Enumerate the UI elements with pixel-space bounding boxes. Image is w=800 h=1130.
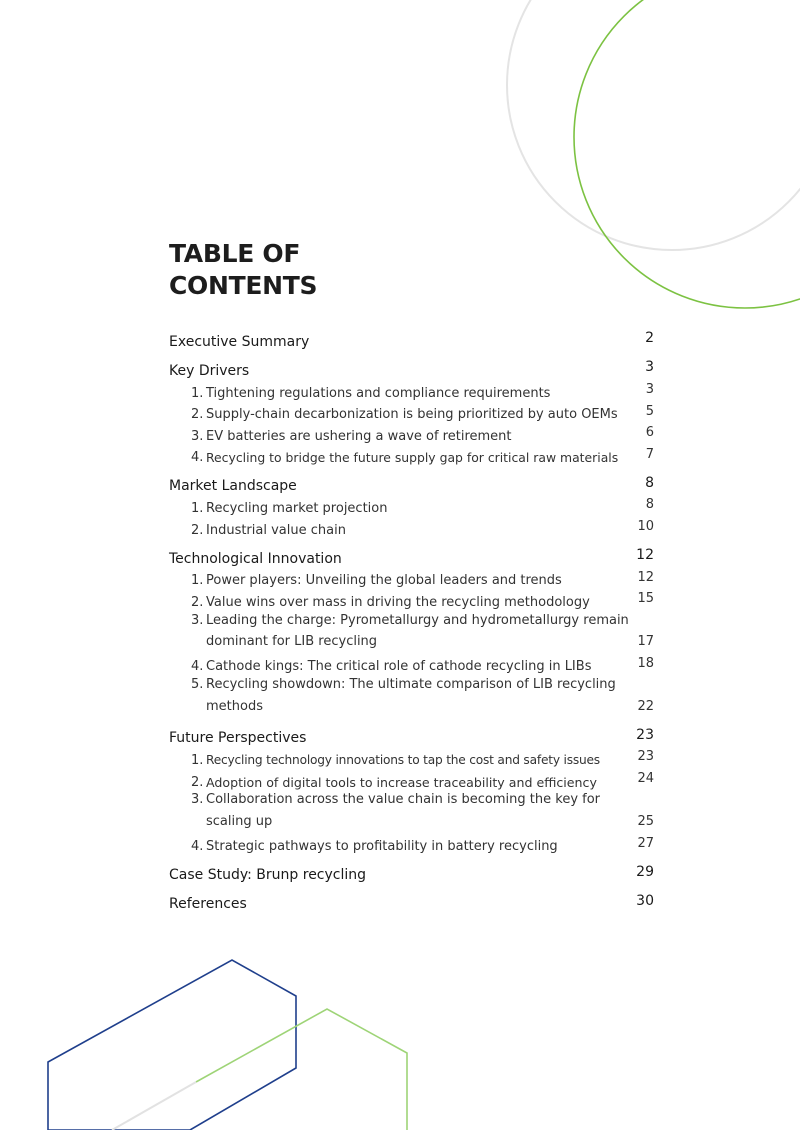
toc-item-label: Supply-chain decarbonization is being prioritized by auto OEMs [206,407,618,423]
toc-item[interactable] [169,379,654,401]
toc-page-number: 3 [645,382,654,397]
toc-section-label: Technological Innovation [169,550,342,567]
page-title [169,238,317,302]
toc-item[interactable] [169,746,654,768]
toc-page-number: 25 [637,813,654,829]
decor-circle-green [574,0,800,308]
toc-item-label: Adoption of digital tools to increase traceability and efficiency [206,774,597,790]
toc-page-number: 2 [645,330,654,347]
toc-section-label: Executive Summary [169,334,310,350]
toc-item-label: Recycling market projection [206,500,388,516]
toc-item-label: Strategic pathways to profitability in battery recycling [206,839,558,855]
toc-page-number: 23 [636,726,654,743]
toc-item-number: 4. [191,659,204,675]
toc-page-number: 24 [637,770,654,786]
toc-item-number: 2. [191,407,204,423]
toc-page-number: 23 [637,749,654,765]
toc-item-label: Recycling technology innovations to tap the cost and safety issues [206,752,600,767]
toc-item[interactable] [169,516,654,538]
toc-page-number: 12 [637,569,654,585]
toc-section-label: Key Drivers [169,363,250,379]
toc-page-number: 10 [637,518,654,534]
title-line-2: CONTENTS [169,271,318,300]
toc-item-number: 2. [191,522,204,538]
toc-section-market-landscape[interactable] [169,472,654,494]
toc-page-number: 30 [636,892,654,909]
toc-item[interactable] [169,401,654,423]
toc-item[interactable] [169,567,654,589]
toc-section-label: Market Landscape [169,478,297,495]
toc-page-number: 18 [637,655,654,671]
toc-item-number: 2. [191,594,204,610]
toc-section-future-perspectives[interactable] [169,724,654,746]
toc-page-number: 27 [637,835,654,851]
toc-item-number: 1. [191,752,204,768]
toc-page-number: 8 [645,497,654,513]
toc-item[interactable] [169,494,654,516]
toc-page-number: 7 [645,446,654,462]
toc-item-label: Cathode kings: The critical role of cathode recycling in LIBs [206,659,592,675]
toc-item-number: 3. [191,428,204,444]
toc-item[interactable] [169,444,654,466]
toc-item-label: Power players: Unveiling the global leaders and trends [206,573,562,589]
toc-item-number: 4. [191,839,204,855]
toc-section-key-drivers[interactable] [169,357,654,379]
toc-item[interactable] [169,588,654,610]
toc-page-number: 17 [637,634,654,650]
toc-item-label: Value wins over mass in driving the recycling methodology [206,594,590,610]
toc-label-separator: : [247,867,252,884]
toc-page-number: 29 [636,863,654,880]
decor-hexagon-navy [48,960,296,1130]
toc-page-number: 15 [637,591,654,607]
toc-page-number: 8 [645,474,654,491]
toc-page-number: 6 [645,425,654,441]
toc-item[interactable] [169,768,654,790]
decor-hexagon-green [196,1009,407,1130]
toc-section-label-secondary: Brunp recycling [256,867,367,884]
toc-item-label: Leading the charge: Pyrometallurgy and hydrometallurgy remain dominant for LIB recycling [206,612,629,650]
toc-item-number: 3. [191,792,204,808]
toc-item-number: 5. [191,677,204,693]
toc-section-references[interactable] [169,890,654,912]
toc-item-label: Collaboration across the value chain is becoming the key for scaling up [206,792,601,829]
toc-item-number: 3. [191,612,204,628]
toc-item-label: Tightening regulations and compliance requirements [206,385,551,401]
toc-section-label: References [169,896,247,913]
title-line-1: TABLE OF [169,239,301,268]
toc-item-number: 4. [191,450,204,466]
toc-item[interactable] [169,422,654,444]
decor-circle-gray [507,0,800,250]
toc-item-label: Industrial value chain [206,522,346,538]
toc-item[interactable] [169,674,654,717]
toc-item-number: 1. [191,385,204,401]
table-of-contents [169,328,654,912]
toc-item-number: 2. [191,774,204,790]
toc-item-number: 1. [191,500,204,516]
toc-section-technological-innovation[interactable] [169,545,654,567]
toc-page-number: 22 [637,698,654,714]
toc-page-number: 3 [645,359,654,376]
toc-section-executive-summary[interactable] [169,328,654,350]
toc-page-number: 5 [645,403,654,419]
toc-section-label: Future Perspectives [169,730,307,747]
toc-item[interactable] [169,790,654,833]
toc-item[interactable] [169,833,654,855]
decor-line-gray [112,1082,196,1130]
toc-item-label: EV batteries are ushering a wave of retirement [206,428,512,444]
toc-item-number: 1. [191,573,204,589]
toc-item-label: Recycling showdown: The ultimate comparison of LIB recycling methods [206,677,616,714]
toc-item-label: Recycling to bridge the future supply gap for critical raw materials [206,450,619,466]
toc-item[interactable] [169,653,654,675]
toc-page-number: 12 [636,546,654,563]
toc-section-case-study[interactable] [169,861,654,883]
toc-section-label: Case Study [169,867,248,884]
toc-item[interactable] [169,610,654,653]
